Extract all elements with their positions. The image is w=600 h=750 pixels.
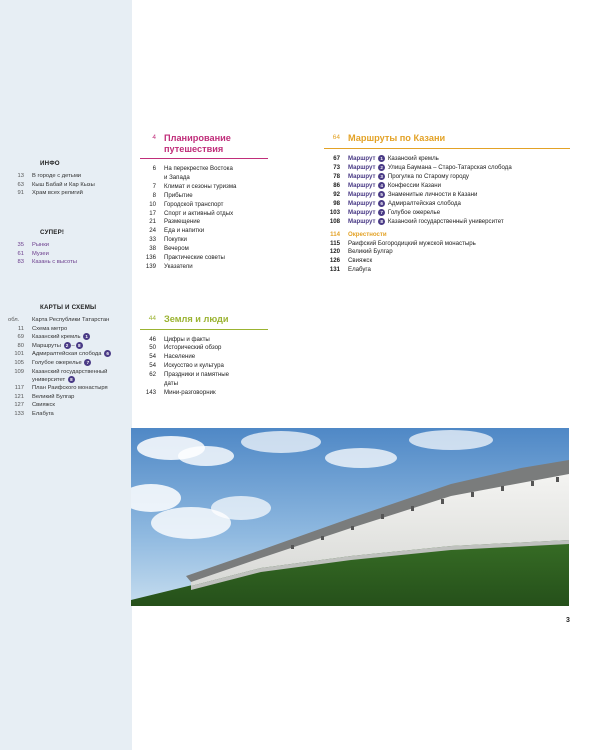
page-number: 3 bbox=[566, 617, 570, 624]
route-badge: 5 bbox=[378, 191, 385, 198]
list-item[interactable] bbox=[0, 189, 132, 198]
page-number: 80 bbox=[17, 342, 24, 349]
list-item[interactable] bbox=[0, 410, 132, 419]
page-number: 35 bbox=[17, 242, 24, 248]
item-label: Казанский кремль bbox=[32, 334, 81, 341]
route-item[interactable]: 67 Маршрут 1 Казанский кремль bbox=[333, 154, 439, 162]
route-item[interactable]: 108 Маршрут 8 Казанский государственный университет bbox=[329, 217, 504, 225]
item-label: Кыш Бабай и Кар Кызы bbox=[32, 181, 95, 188]
item-label: Елабуга bbox=[32, 410, 54, 417]
page-number: 127 bbox=[14, 402, 24, 409]
list-item[interactable]: 143 Мини-разговорник bbox=[145, 388, 216, 396]
page-number: 109 bbox=[14, 368, 24, 375]
route-item[interactable]: 103 Маршрут 7 Голубое ожерелье bbox=[329, 208, 441, 216]
section-title: Планирование путешествия bbox=[164, 133, 231, 154]
route-label: Маршрут bbox=[348, 199, 376, 207]
list-item[interactable]: 6 На перекрестке Востока bbox=[152, 165, 233, 172]
list-item[interactable]: 126 Свияжск bbox=[329, 257, 373, 265]
list-item[interactable] bbox=[0, 172, 132, 181]
list-item[interactable] bbox=[0, 250, 132, 259]
list-item[interactable] bbox=[0, 368, 132, 384]
item-label: План Раифского монастыря bbox=[32, 385, 108, 392]
item-label: Музеи bbox=[32, 250, 49, 257]
item-label: Адмиралтейская слобода bbox=[32, 351, 102, 358]
item-label: Великий Булгар bbox=[32, 393, 75, 400]
list-item[interactable] bbox=[0, 258, 132, 267]
route-badge: 8 bbox=[68, 376, 75, 383]
super-title: СУПЕР! bbox=[40, 229, 65, 236]
list-item[interactable]: 8 Прибытие bbox=[152, 191, 193, 199]
kremlin-wall-photo bbox=[131, 428, 569, 606]
list-item[interactable]: 54 Искусство и культура bbox=[149, 362, 224, 370]
page-number: 101 bbox=[14, 351, 24, 358]
list-item[interactable]: 46 Цифры и факты bbox=[149, 335, 210, 343]
page-number: обл. bbox=[8, 317, 20, 323]
list-item[interactable]: 10 Городской транспорт bbox=[149, 200, 224, 208]
list-item[interactable]: 131 Елабуга bbox=[329, 266, 371, 274]
list-item[interactable]: 33 Покупки bbox=[149, 236, 187, 244]
list-item[interactable] bbox=[0, 401, 132, 410]
list-item[interactable] bbox=[0, 384, 132, 393]
page-number: 63 bbox=[17, 181, 24, 188]
land-section bbox=[140, 314, 268, 398]
item-label: Голубое ожерелье bbox=[32, 360, 82, 367]
list-item[interactable] bbox=[0, 333, 132, 342]
list-item[interactable] bbox=[0, 181, 132, 190]
page-number: 91 bbox=[17, 190, 24, 197]
route-label: Маршрут bbox=[348, 190, 376, 198]
route-badge: 7 bbox=[378, 209, 385, 216]
list-item[interactable]: и Запада bbox=[164, 173, 190, 181]
list-item[interactable]: даты bbox=[164, 380, 178, 388]
list-item[interactable]: 139 Указатели bbox=[145, 262, 193, 270]
page-number: 61 bbox=[17, 250, 24, 257]
surroundings-heading[interactable]: 114 Окрестности bbox=[330, 230, 387, 238]
section-title: Земля и люди bbox=[164, 314, 229, 324]
list-item[interactable]: 115 Раифский Богородицкий мужской монастырь bbox=[330, 239, 476, 247]
page-number: 13 bbox=[17, 173, 24, 179]
land-heading[interactable] bbox=[140, 314, 268, 330]
routes-heading[interactable] bbox=[324, 133, 570, 149]
item-label: Маршруты bbox=[32, 342, 61, 349]
page-number: 69 bbox=[17, 334, 24, 341]
route-badge: 1 bbox=[83, 333, 90, 340]
route-badge: 3 bbox=[378, 173, 385, 180]
route-badge: 8 bbox=[378, 218, 385, 225]
list-item[interactable] bbox=[0, 325, 132, 334]
route-badge: 2 bbox=[64, 342, 71, 349]
page-number: 105 bbox=[14, 360, 24, 367]
route-item[interactable]: 78 Маршрут 3 Прогулка по Старому городу bbox=[333, 172, 469, 180]
list-item[interactable]: 7 Климат и сезоны туризма bbox=[152, 182, 237, 190]
planning-heading[interactable] bbox=[140, 133, 268, 159]
route-item[interactable]: 86 Маршрут 4 Конфессии Казани bbox=[333, 181, 441, 189]
item-label-cont: университет bbox=[32, 376, 66, 383]
list-item[interactable]: 136 Практические советы bbox=[145, 254, 225, 262]
route-badge: 1 bbox=[378, 155, 385, 162]
route-badge: 6 bbox=[378, 200, 385, 207]
route-label: Маршрут bbox=[348, 208, 376, 216]
item-label: Рынки bbox=[32, 242, 50, 248]
list-item[interactable] bbox=[0, 342, 132, 351]
list-item[interactable] bbox=[0, 393, 132, 402]
page-number: 83 bbox=[17, 259, 24, 266]
item-label: Казанский государственный bbox=[32, 368, 108, 375]
maps-section bbox=[0, 304, 132, 419]
list-item[interactable]: 62 Праздники и памятные bbox=[149, 371, 230, 379]
range-separator: – bbox=[71, 342, 75, 349]
page-number: 11 bbox=[17, 325, 24, 332]
section-page-number: 64 bbox=[332, 134, 340, 141]
list-item[interactable]: 120 Великий Булгар bbox=[329, 248, 393, 256]
routes-section bbox=[324, 133, 570, 275]
list-item[interactable]: 21 Размещение bbox=[149, 218, 201, 226]
route-badge: 2 bbox=[378, 164, 385, 171]
sidebar bbox=[0, 0, 132, 750]
list-item[interactable]: 38 Вечером bbox=[149, 245, 189, 253]
list-item[interactable]: 50 Исторический обзор bbox=[149, 344, 222, 352]
route-label: Маршрут bbox=[348, 163, 376, 171]
route-item[interactable]: 73 Маршрут 2 Улица Баумана – Старо-Татарская слобода bbox=[333, 163, 512, 171]
info-section bbox=[0, 160, 132, 198]
super-section bbox=[0, 229, 132, 267]
list-item[interactable] bbox=[0, 350, 132, 359]
kremlin-wall-image bbox=[131, 428, 569, 606]
item-label: Карта Республики Татарстан bbox=[32, 317, 110, 323]
list-item[interactable]: 54 Население bbox=[149, 353, 196, 361]
route-badge: 6 bbox=[104, 350, 111, 357]
route-badge: 7 bbox=[84, 359, 91, 366]
item-label: Казань с высоты bbox=[32, 259, 77, 266]
route-label: Маршрут bbox=[348, 154, 376, 162]
route-label: Маршрут bbox=[348, 181, 376, 189]
route-label: Маршрут bbox=[348, 172, 376, 180]
item-label: В городе с детьми bbox=[32, 173, 82, 179]
page-number: 133 bbox=[14, 410, 24, 417]
list-item[interactable] bbox=[0, 316, 132, 325]
route-badge: 8 bbox=[76, 342, 83, 349]
planning-section bbox=[140, 133, 268, 272]
maps-title: КАРТЫ И СХЕМЫ bbox=[40, 304, 97, 311]
list-item[interactable]: 17 Спорт и активный отдых bbox=[149, 209, 234, 217]
item-label: Свияжск bbox=[32, 402, 55, 409]
info-title: ИНФО bbox=[40, 160, 60, 167]
route-badge: 4 bbox=[378, 182, 385, 189]
section-page-number: 44 bbox=[148, 315, 156, 322]
route-label: Маршрут bbox=[348, 217, 376, 225]
list-item[interactable] bbox=[0, 359, 132, 368]
item-label: Схема метро bbox=[32, 325, 68, 332]
item-label: Храм всех религий bbox=[32, 190, 83, 197]
page-number: 117 bbox=[14, 385, 24, 392]
route-item[interactable]: 98 Маршрут 6 Адмиралтейская слобода bbox=[333, 199, 461, 207]
section-title: Маршруты по Казани bbox=[348, 133, 446, 143]
section-page-number: 4 bbox=[152, 134, 156, 141]
list-item[interactable] bbox=[0, 241, 132, 250]
page-number: 121 bbox=[14, 393, 24, 400]
route-item[interactable]: 92 Маршрут 5 Знаменитые личности в Казани bbox=[333, 190, 478, 198]
list-item[interactable]: 24 Еда и напитки bbox=[149, 227, 205, 235]
